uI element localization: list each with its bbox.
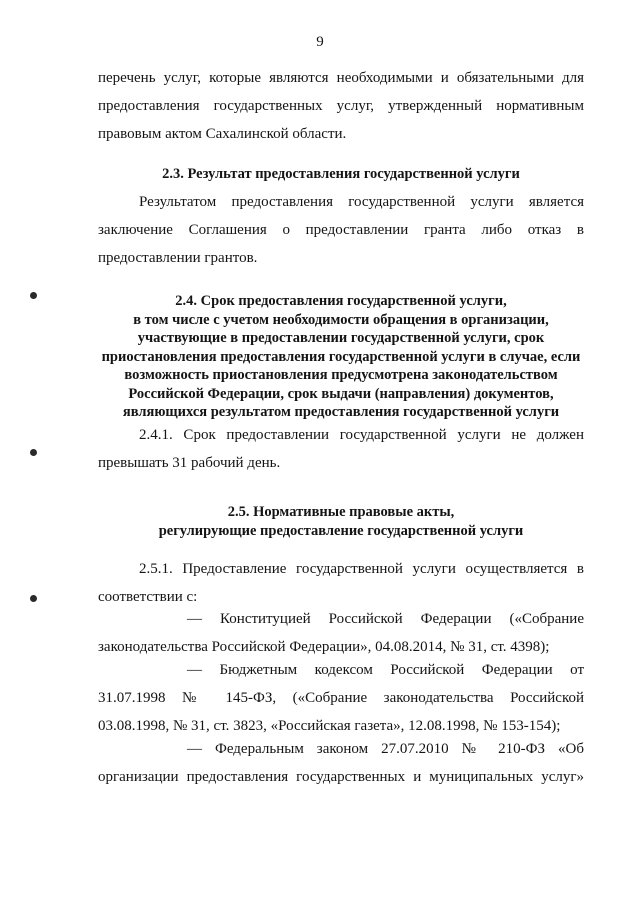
- heading-line: 2.4. Срок предоставления государственной услуги,: [175, 293, 507, 309]
- text-line: перечень услуг, которые являются необходимыми и обязательными для: [98, 70, 584, 86]
- section-heading-2-4: [98, 292, 584, 422]
- section-heading-2-5: [98, 503, 584, 540]
- margin-punch-mark: [30, 595, 37, 602]
- text-line: — Бюджетным кодексом Российской Федерации от: [187, 662, 584, 678]
- text-line: правовым актом Сахалинской области.: [98, 126, 347, 142]
- heading-line: являющихся результатом предоставления государственной услуги: [122, 404, 560, 420]
- text-line: 2.5.1. Предоставление государственной услуги осуществляется в: [139, 561, 584, 577]
- heading-line: Российской Федерации, срок выдачи (направления) документов,: [128, 385, 554, 402]
- heading-line: 2.3. Результат предоставления государственной услуги: [162, 166, 520, 182]
- paragraph-2-4-1: [98, 421, 584, 477]
- paragraph-2-3: [98, 188, 584, 272]
- list-item: [98, 735, 584, 791]
- list-item: [98, 605, 584, 661]
- margin-punch-mark: [30, 449, 37, 456]
- text-line: 2.4.1. Срок предоставлении государственной услуги не должен: [139, 427, 584, 443]
- text-line: 03.08.1998, № 31, ст. 3823, «Российская газета», 12.08.1998, № 153-154);: [98, 718, 561, 734]
- heading-line: возможность приостановления предусмотрена законодательством: [124, 367, 558, 383]
- heading-line: 2.5. Нормативные правовые акты,: [227, 504, 455, 520]
- paragraph-2-5-1: [98, 555, 584, 611]
- page-number: 9: [316, 34, 324, 50]
- text-line: законодательства Российской Федерации», 04.08.2014, № 31, ст. 4398);: [98, 639, 550, 655]
- text-line: — Федеральным законом 27.07.2010 № 210-ФЗ «Об: [187, 741, 584, 757]
- heading-line: регулирующие предоставление государственной услуги: [158, 522, 524, 539]
- heading-line: участвующие в предоставлении государственной услуги, срок: [137, 330, 545, 346]
- text-line: 31.07.1998 № 145-ФЗ, («Собрание законодательства Российской: [98, 690, 584, 706]
- heading-line: приостановления предоставления государственной услуги в случае, если: [101, 348, 581, 365]
- text-line: — Конституцией Российской Федерации («Собрание: [187, 611, 584, 627]
- heading-line: в том числе с учетом необходимости обращения в организации,: [133, 311, 549, 328]
- paragraph-intro: [98, 64, 584, 148]
- text-line: превышать 31 рабочий день.: [98, 455, 281, 471]
- section-heading-2-3: [98, 165, 584, 184]
- text-line: организации предоставления государственных и муниципальных услуг»: [98, 769, 584, 785]
- text-line: соответствии с:: [98, 589, 198, 605]
- list-item: [98, 656, 584, 740]
- text-line: предоставлении грантов.: [98, 250, 258, 266]
- text-line: предоставления государственных услуг, утвержденный нормативным: [98, 98, 584, 114]
- text-line: Результатом предоставления государственной услуги является: [139, 194, 584, 210]
- margin-punch-mark: [30, 292, 37, 299]
- text-line: заключение Соглашения о предоставлении гранта либо отказ в: [98, 222, 584, 238]
